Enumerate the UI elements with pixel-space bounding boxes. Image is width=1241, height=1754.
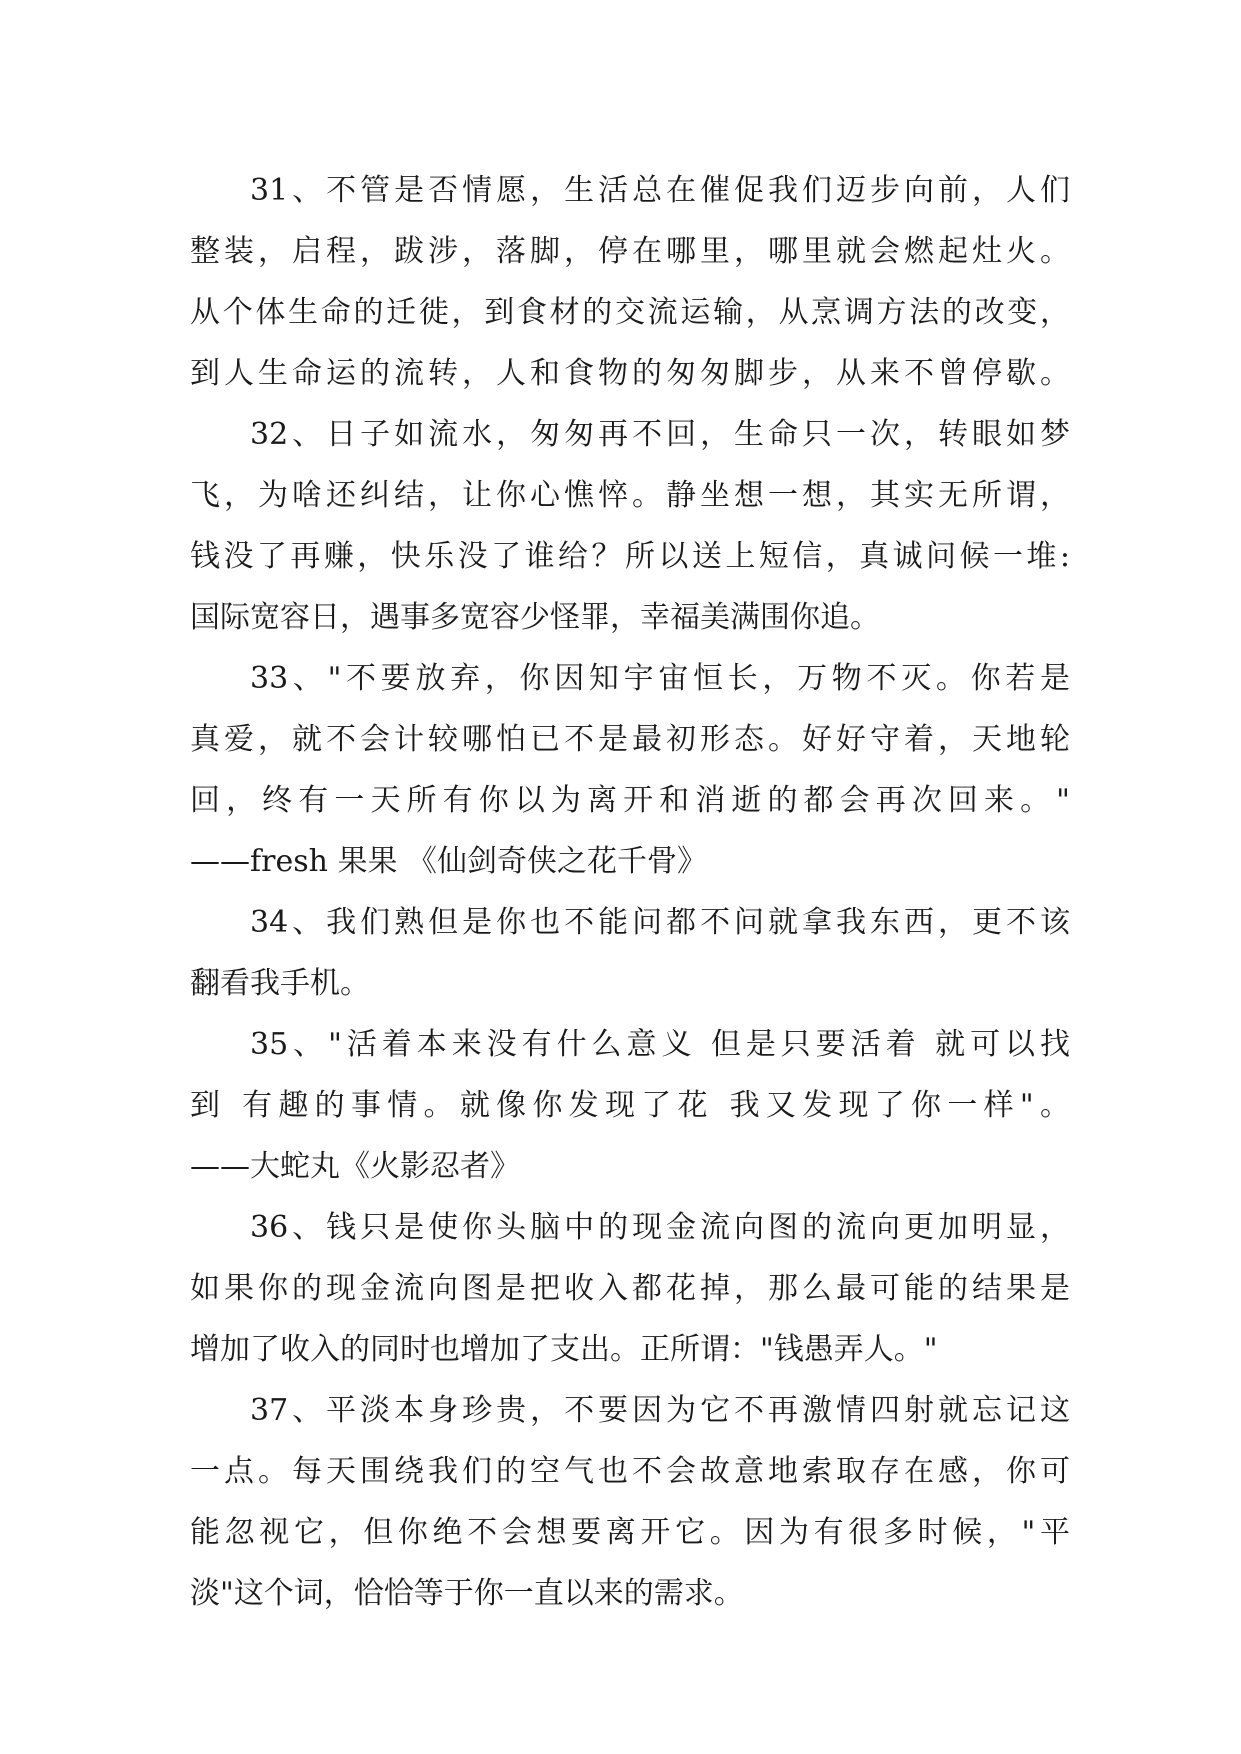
text-line: ——大蛇丸《火影忍者》 <box>190 1149 520 1184</box>
text-line: 回，终有一天所有你以为离开和消逝的都会再次回来。" <box>190 783 1070 818</box>
text-line: 34、我们熟但是你也不能问都不问就拿我东西，更不该 <box>250 905 1070 940</box>
text-line: 从个体生命的迁徙，到食材的交流运输，从烹调方法的改变， <box>190 295 1070 330</box>
text-line: 32、日子如流水，匆匆再不回，生命只一次，转眼如梦 <box>250 417 1070 452</box>
text-line: 整装，启程，跋涉，落脚，停在哪里，哪里就会燃起灶火。 <box>190 234 1070 269</box>
paragraph-p32 <box>190 404 1070 648</box>
paragraph-p36 <box>190 1197 1070 1380</box>
text-line: 翻看我手机。 <box>190 966 370 1001</box>
text-line: 31、不管是否情愿，生活总在催促我们迈步向前，人们 <box>250 173 1070 208</box>
text-line: 飞，为啥还纠结，让你心憔悴。静坐想一想，其实无所谓， <box>190 478 1070 513</box>
text-line: 增加了收入的同时也增加了支出。正所谓："钱愚弄人。" <box>190 1332 938 1367</box>
text-line: ——fresh 果果 《仙剑奇侠之花千骨》 <box>190 844 707 879</box>
text-line: 国际宽容日，遇事多宽容少怪罪，幸福美满围你追。 <box>190 600 880 635</box>
paragraph-p35 <box>190 1014 1070 1197</box>
text-line: 能忽视它，但你绝不会想要离开它。因为有很多时候，"平 <box>190 1515 1070 1550</box>
paragraph-p33 <box>190 648 1070 892</box>
text-line: 钱没了再赚，快乐没了谁给？所以送上短信，真诚问候一堆: <box>190 539 1070 574</box>
text-line: 33、"不要放弃，你因知宇宙恒长，万物不灭。你若是 <box>250 661 1070 696</box>
text-line: 一点。每天围绕我们的空气也不会故意地索取存在感，你可 <box>190 1454 1070 1489</box>
text-line: 真爱，就不会计较哪怕已不是最初形态。好好守着，天地轮 <box>190 722 1070 757</box>
text-line: 到人生命运的流转，人和食物的匆匆脚步，从来不曾停歇。 <box>190 356 1070 391</box>
text-line: 36、钱只是使你头脑中的现金流向图的流向更加明显， <box>250 1210 1070 1245</box>
text-line: 35、"活着本来没有什么意义 但是只要活着 就可以找 <box>250 1027 1070 1062</box>
text-line: 37、平淡本身珍贵，不要因为它不再激情四射就忘记这 <box>250 1393 1070 1428</box>
text-line: 淡"这个词，恰恰等于你一直以来的需求。 <box>190 1576 744 1611</box>
paragraph-p34 <box>190 892 1070 1014</box>
text-line: 到 有趣的事情。就像你发现了花 我又发现了你一样"。 <box>190 1088 1070 1123</box>
paragraph-p37 <box>190 1380 1070 1624</box>
text-line: 如果你的现金流向图是把收入都花掉，那么最可能的结果是 <box>190 1271 1070 1306</box>
paragraph-p31 <box>190 160 1070 404</box>
document-body <box>190 160 1070 1624</box>
